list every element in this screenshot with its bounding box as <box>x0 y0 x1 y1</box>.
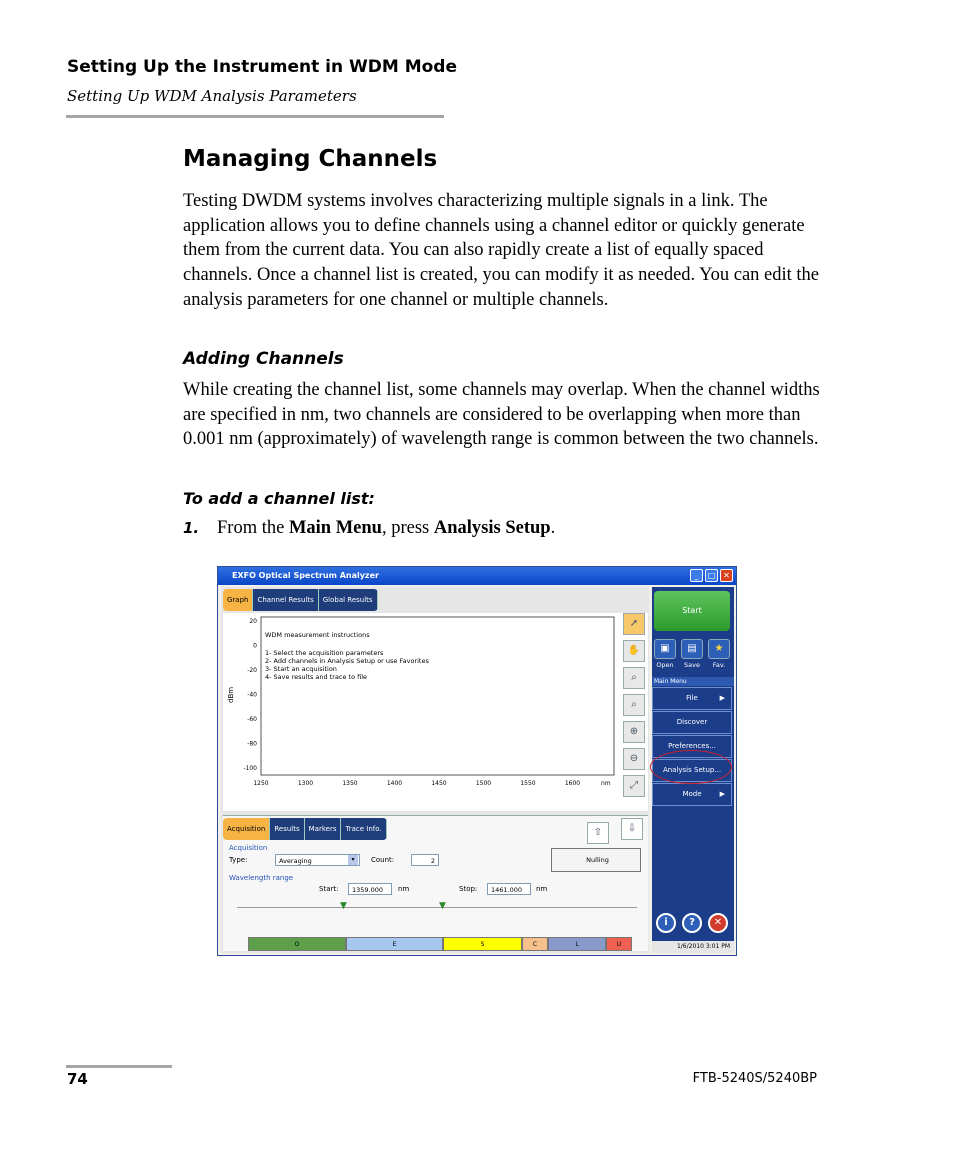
instruction-line: 4- Save results and trace to file <box>265 673 368 681</box>
x-tick-label: 1600 <box>564 780 581 787</box>
slider-track <box>237 907 637 908</box>
adding-paragraph: While creating the channel list, some channels may overlap. When the channel widths are specified in nm, two channels are considered to be overlapping when more than 0.001 nm (approximately) of wavelength range is common between the two channels. <box>183 380 820 450</box>
count-input[interactable]: 2 <box>411 854 439 866</box>
type-value: Averaging <box>279 857 312 865</box>
main-menu-header: Main Menu <box>652 677 734 686</box>
y-tick-label: -80 <box>247 740 257 748</box>
band-e: E <box>346 937 443 951</box>
step-text: . <box>550 518 556 538</box>
intro-paragraph: Testing DWDM systems involves characterizing multiple signals in a link. The application allows you to define channels using a channel editor or quickly generate them from the current data. You can also rapidly create a list of equally spaced channels. Once a channel list is created, you can modify it as needed. You can edit the analysis parameters for one channel or multiple channels. <box>183 191 819 310</box>
help-icon[interactable]: ? <box>682 913 702 933</box>
minimize-icon[interactable]: _ <box>690 569 703 582</box>
step-text: , press <box>381 518 434 538</box>
window-titlebar <box>218 567 736 585</box>
stop-wavelength-input[interactable]: 1461.000 <box>487 883 531 895</box>
step-number: 1. <box>183 519 200 537</box>
page-number: 74 <box>67 1070 88 1088</box>
x-tick-label: 1550 <box>520 780 536 787</box>
tab-results[interactable]: Results <box>270 818 304 840</box>
tab-global-results[interactable]: Global Results <box>319 589 378 611</box>
type-select[interactable] <box>275 854 360 866</box>
window-title: EXFO Optical Spectrum Analyzer <box>232 571 379 580</box>
start-wavelength-input[interactable]: 1359.000 <box>348 883 392 895</box>
close-icon[interactable]: ✕ <box>720 569 733 582</box>
arrow-right-icon: ▶ <box>719 790 725 798</box>
y-tick-label: -60 <box>247 716 257 723</box>
type-label: Type: <box>229 856 248 864</box>
hand-icon[interactable]: ✋ <box>623 640 645 662</box>
settings-panel <box>223 815 648 951</box>
band-s: S <box>443 937 522 951</box>
arrow-right-icon: ▶ <box>719 694 725 702</box>
x-tick-label: 1500 <box>475 780 492 787</box>
wavelength-group-label: Wavelength range <box>229 874 294 882</box>
menu-label: Discover <box>676 718 708 726</box>
spectrum-graph[interactable] <box>223 613 648 811</box>
pointer-icon[interactable]: ➚ <box>623 613 645 635</box>
start-unit: nm <box>398 885 410 893</box>
menu-item-file[interactable] <box>652 687 732 710</box>
x-ticks <box>253 780 580 787</box>
menu-label: Analysis Setup... <box>662 766 722 774</box>
instruction-line: 3- Start an acquisition <box>265 665 337 673</box>
open-label: Open <box>656 661 674 669</box>
menu-label: Preferences... <box>668 742 716 750</box>
full-view-icon[interactable]: ⤢ <box>623 775 645 797</box>
tab-markers[interactable]: Markers <box>305 818 342 840</box>
highlight-circle <box>650 750 732 784</box>
y-axis-label: dBm <box>227 686 235 703</box>
y-tick-label: 20 <box>249 618 257 625</box>
app-screenshot <box>217 566 737 956</box>
step-1 <box>183 518 555 539</box>
y-tick-label: -100 <box>243 765 257 772</box>
y-tick-label: -40 <box>247 691 257 699</box>
menu-label: File <box>686 694 698 702</box>
band-u: U <box>606 937 632 951</box>
open-folder-icon[interactable]: ▣ <box>654 639 676 659</box>
save-label: Save <box>684 661 700 669</box>
y-tick-label: -20 <box>247 667 257 674</box>
instruction-line: 1- Select the acquisition parameters <box>265 649 384 657</box>
x-tick-label: 1450 <box>431 780 447 787</box>
step-text: From the <box>217 518 289 538</box>
zoom-fit-icon[interactable]: ⌕ <box>623 694 645 716</box>
band-l: L <box>548 937 606 951</box>
menu-label: Mode <box>682 790 702 798</box>
nulling-button[interactable]: Nulling <box>551 848 641 872</box>
zoom-out-icon[interactable]: ⊖ <box>623 748 645 770</box>
status-bar <box>652 941 734 953</box>
chapter-title: Setting Up the Instrument in WDM Mode <box>67 57 458 77</box>
tab-graph[interactable]: Graph <box>223 589 253 611</box>
footer-divider <box>66 1065 172 1068</box>
top-tabs <box>223 589 378 611</box>
zoom-area-icon[interactable]: ⌕ <box>623 667 645 689</box>
menu-item-discover[interactable] <box>652 711 732 734</box>
count-label: Count: <box>371 856 395 864</box>
step-bold-main-menu: Main Menu <box>288 518 382 538</box>
stop-label: Stop: <box>459 885 478 893</box>
main-panel <box>221 587 649 953</box>
page-heading: Managing Channels <box>183 146 438 172</box>
x-tick-label: 1250 <box>253 780 269 787</box>
model-number: FTB-5240S/5240BP <box>692 1071 817 1086</box>
y-tick-label: 0 <box>253 642 257 650</box>
step-bold-analysis-setup: Analysis Setup <box>433 518 551 538</box>
section-title: Setting Up WDM Analysis Parameters <box>67 87 357 105</box>
y-ticks <box>243 618 257 772</box>
tab-channel-results[interactable]: Channel Results <box>253 589 318 611</box>
favorites-star-icon[interactable]: ★ <box>708 639 730 659</box>
exit-icon[interactable]: ✕ <box>708 913 728 933</box>
band-o: O <box>248 937 346 951</box>
info-icon[interactable]: i <box>656 913 676 933</box>
stop-unit: nm <box>536 885 548 893</box>
procedure-title: To add a channel list: <box>183 489 375 508</box>
collapse-down-icon[interactable]: ⇩ <box>621 818 643 840</box>
fav-label: Fav. <box>712 661 726 669</box>
tab-trace-info[interactable]: Trace Info. <box>341 818 386 840</box>
menu-item-mode[interactable] <box>652 783 732 806</box>
stop-slider-handle[interactable]: ▼ <box>439 901 446 911</box>
maximize-icon[interactable]: □ <box>705 569 718 582</box>
subheading: Adding Channels <box>183 349 344 369</box>
instructions-title: WDM measurement instructions <box>265 631 370 639</box>
start-button[interactable]: Start <box>654 591 730 631</box>
start-slider-handle[interactable]: ▼ <box>340 901 347 911</box>
zoom-in-icon[interactable]: ⊕ <box>623 721 645 743</box>
graph-toolbar <box>621 613 647 802</box>
x-tick-label: 1350 <box>342 780 358 787</box>
start-label: Start: <box>319 885 339 893</box>
settings-tabs <box>223 818 387 840</box>
band-c: C <box>522 937 548 951</box>
chevron-down-icon: ▾ <box>348 855 358 865</box>
header-divider <box>66 115 444 118</box>
status-time: 1/6/2010 3:01 PM <box>676 943 730 950</box>
instruction-line: 2- Add channels in Analysis Setup or use Favorites <box>265 657 429 665</box>
acquisition-group-label: Acquisition <box>229 844 268 852</box>
expand-up-icon[interactable]: ⇧ <box>587 822 609 844</box>
x-tick-label: 1300 <box>297 780 314 787</box>
save-icon[interactable]: ▤ <box>681 639 703 659</box>
x-unit: nm <box>601 780 611 787</box>
tab-acquisition[interactable]: Acquisition <box>223 818 270 840</box>
x-tick-label: 1400 <box>386 780 403 787</box>
